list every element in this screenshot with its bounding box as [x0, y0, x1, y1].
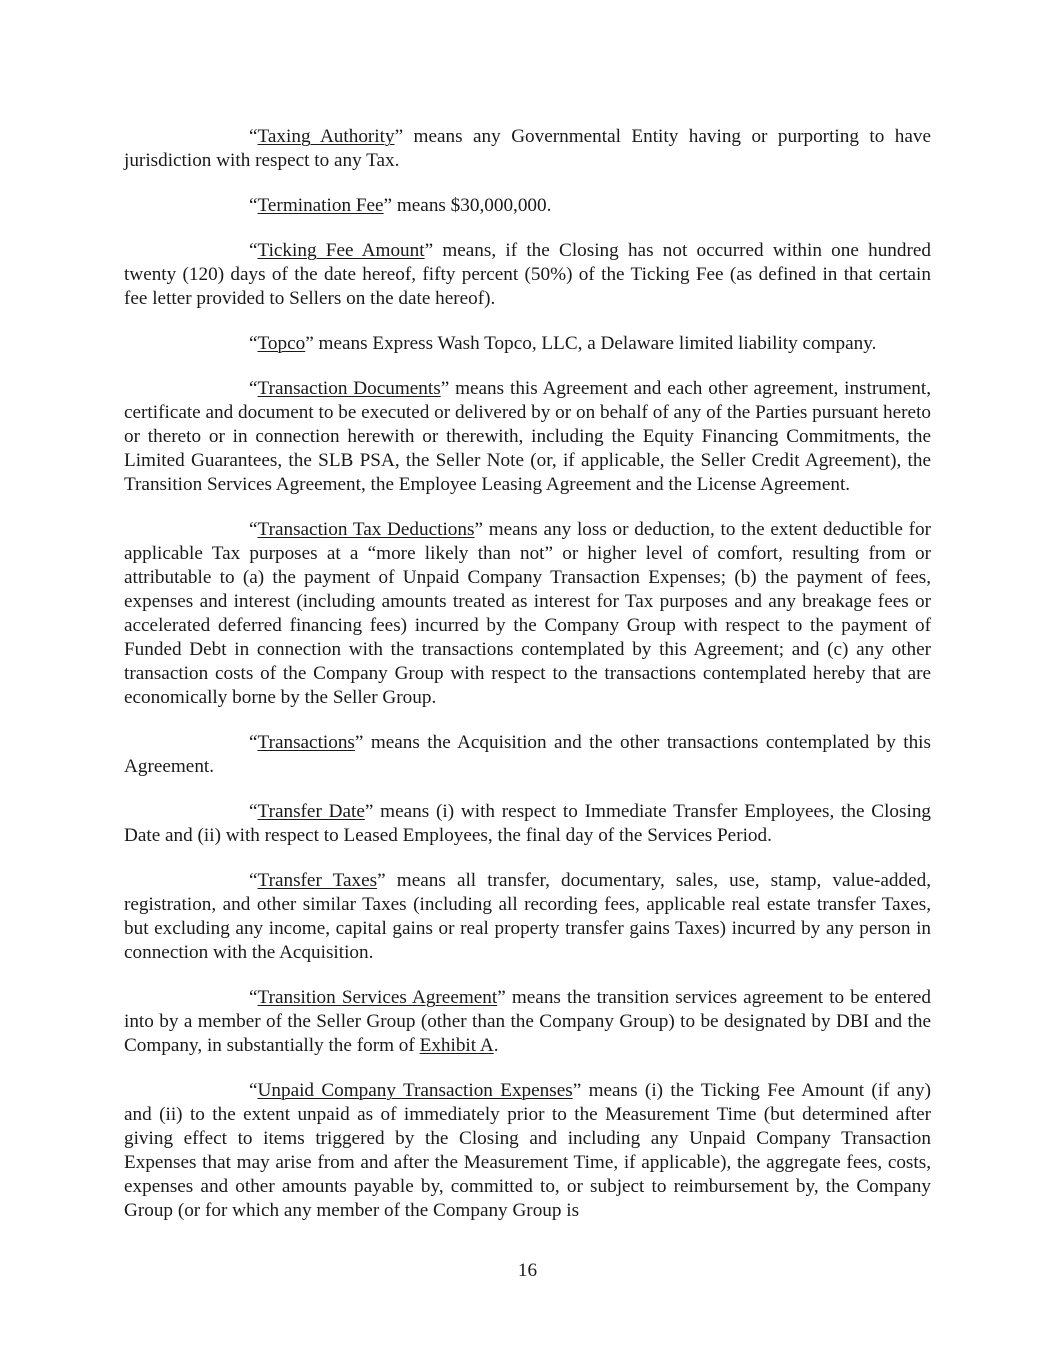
definition-ticking-fee-amount: “Ticking Fee Amount” means, if the Closing has not occurred within one hundred twenty (120) days of the date hereof, fifty percent (50%) of the Ticking Fee (as defined in that certain fee letter provided to Sellers on the date hereof).: [124, 240, 931, 309]
definition-transactions: “Transactions” means the Acquisition and the other transactions contemplated by this Agreement.: [124, 732, 931, 777]
definition-transfer-date: “Transfer Date” means (i) with respect to Immediate Transfer Employees, the Closing Date and (ii) with respect to Leased Employees, the final day of the Services Period.: [124, 801, 932, 846]
definition-transaction-tax-deductions: “Transaction Tax Deductions” means any loss or deduction, to the extent deductible for applicable Tax purposes at a “more likely than not” or higher level of comfort, resulting from or attributable to (a) the payment of Unpaid Company Transaction Expenses; (b) the payment of fees, expenses and interest (including amounts treated as interest for Tax purposes and any breakage fees or accelerated deferred financing fees) incurred by the Company Group with respect to the payment of Funded Debt in connection with the transactions contemplated by this Agreement; and (c) any other transaction costs of the Company Group with respect to the transactions contemplated hereby that are economically borne by the Seller Group.: [124, 519, 932, 708]
definition-text: ” means this Agreement and each other agreement, instrument, certificate and document to be executed or delivered by or on behalf of any of the Parties pursuant hereto or thereto or in connection herewith or therewith, including the Equity Financing Commitments, the Limited Guarantees, the SLB PSA, the Seller Note (or, if applicable, the Seller Credit Agreement), the Transition Services Agreement, the Employee Leasing Agreement and the License Agreement.: [124, 378, 931, 495]
defined-term: Taxing Authority: [257, 126, 395, 147]
defined-term: Transition Services Agreement: [257, 987, 498, 1008]
definition-text: ” means the Acquisition and the other transactions contemplated by this Agreement.: [124, 732, 931, 777]
definitions-list: [124, 125, 931, 1244]
definition-unpaid-company-transaction-expenses: “Unpaid Company Transaction Expenses” means (i) the Ticking Fee Amount (if any) and (ii) to the extent unpaid as of immediately prior to the Measurement Time (but determined after giving effect to items triggered by the Closing and including any Unpaid Company Transaction Expenses that may arise from and after the Measurement Time, if applicable), the aggregate fees, costs, expenses and other amounts payable by, committed to, or subject to reimbursement by, the Company Group (or for which any member of the Company Group is: [124, 1080, 931, 1221]
definition-taxing-authority: “Taxing Authority” means any Governmental Entity having or purporting to have jurisdiction with respect to any Tax.: [124, 126, 931, 171]
defined-term: Transactions: [257, 732, 355, 753]
definition-termination-fee: “Termination Fee” means $30,000,000.: [249, 195, 552, 216]
definition-text: ” means the transition services agreement to be entered into by a member of the Seller Group (other than the Company Group) to be designated by DBI and the Company, in substantially the form of: [124, 987, 932, 1056]
definition-text: ” means all transfer, documentary, sales, use, stamp, value-added, registration, and other similar Taxes (including all recording fees, applicable real estate transfer Taxes, but excluding any income, capital gains or real property transfer gains Taxes) incurred by any person in connection with the Acquisition.: [124, 870, 932, 963]
defined-term: Transaction Tax Deductions: [257, 519, 475, 540]
definition-text: ” means Express Wash Topco, LLC, a Delaware limited liability company.: [305, 333, 877, 354]
definition-topco: “Topco” means Express Wash Topco, LLC, a Delaware limited liability company.: [249, 333, 877, 354]
defined-term: Ticking Fee Amount: [257, 240, 425, 261]
definition-text: ” means $30,000,000.: [383, 195, 552, 216]
definition-transaction-documents: “Transaction Documents” means this Agreement and each other agreement, instrument, certificate and document to be executed or delivered by or on behalf of any of the Parties pursuant hereto or thereto or in connection herewith or therewith, including the Equity Financing Commitments, the Limited Guarantees, the SLB PSA, the Seller Note (or, if applicable, the Seller Credit Agreement), the Transition Services Agreement, the Employee Leasing Agreement and the License Agreement.: [124, 378, 931, 495]
definition-text: ” means any Governmental Entity having or purporting to have jurisdiction with respect to any Tax.: [124, 126, 931, 171]
defined-term: Termination Fee: [257, 195, 384, 216]
defined-term: Topco: [257, 333, 306, 354]
defined-term: Transaction Documents: [257, 378, 441, 399]
exhibit-a-reference: Exhibit A: [419, 1035, 494, 1056]
definition-text: ” means (i) with respect to Immediate Transfer Employees, the Closing Date and (ii) with respect to Leased Employees, the final day of the Services Period.: [124, 801, 932, 846]
definition-text: ” means (i) the Ticking Fee Amount (if any) and (ii) to the extent unpaid as of immediately prior to the Measurement Time (but determined after giving effect to items triggered by the Closing and including any Unpaid Company Transaction Expenses that may arise from and after the Measurement Time, if applicable), the aggregate fees, costs, expenses and other amounts payable by, committed to, or subject to reimbursement by, the Company Group (or for which any member of the Company Group is: [124, 1080, 931, 1221]
definition-transfer-taxes: “Transfer Taxes” means all transfer, documentary, sales, use, stamp, value-added, registration, and other similar Taxes (including all recording fees, applicable real estate transfer Taxes, but excluding any income, capital gains or real property transfer gains Taxes) incurred by any person in connection with the Acquisition.: [124, 870, 932, 963]
defined-term: Transfer Date: [257, 801, 365, 822]
definition-transition-services-agreement: “Transition Services Agreement” means the transition services agreement to be entered into by a member of the Seller Group (other than the Company Group) to be designated by DBI and the Company, in substantially the form of Exhibit A.: [124, 987, 932, 1056]
definition-text: ” means any loss or deduction, to the extent deductible for applicable Tax purposes at a “more likely than not” or higher level of comfort, resulting from or attributable to (a) the payment of Unpaid Company Transaction Expenses; (b) the payment of fees, expenses and interest (including amounts treated as interest for Tax purposes and any breakage fees or accelerated deferred financing fees) incurred by the Company Group with respect to the payment of Funded Debt in connection with the transactions contemplated by this Agreement; and (c) any other transaction costs of the Company Group with respect to the transactions contemplated hereby that are economically borne by the Seller Group.: [124, 519, 932, 708]
defined-term: Unpaid Company Transaction Expenses: [257, 1080, 573, 1101]
page-number: 16: [517, 1260, 538, 1281]
defined-term: Transfer Taxes: [257, 870, 378, 891]
definition-text: ” means, if the Closing has not occurred within one hundred twenty (120) days of the date hereof, fifty percent (50%) of the Ticking Fee (as defined in that certain fee letter provided to Sellers on the date hereof).: [124, 240, 931, 309]
